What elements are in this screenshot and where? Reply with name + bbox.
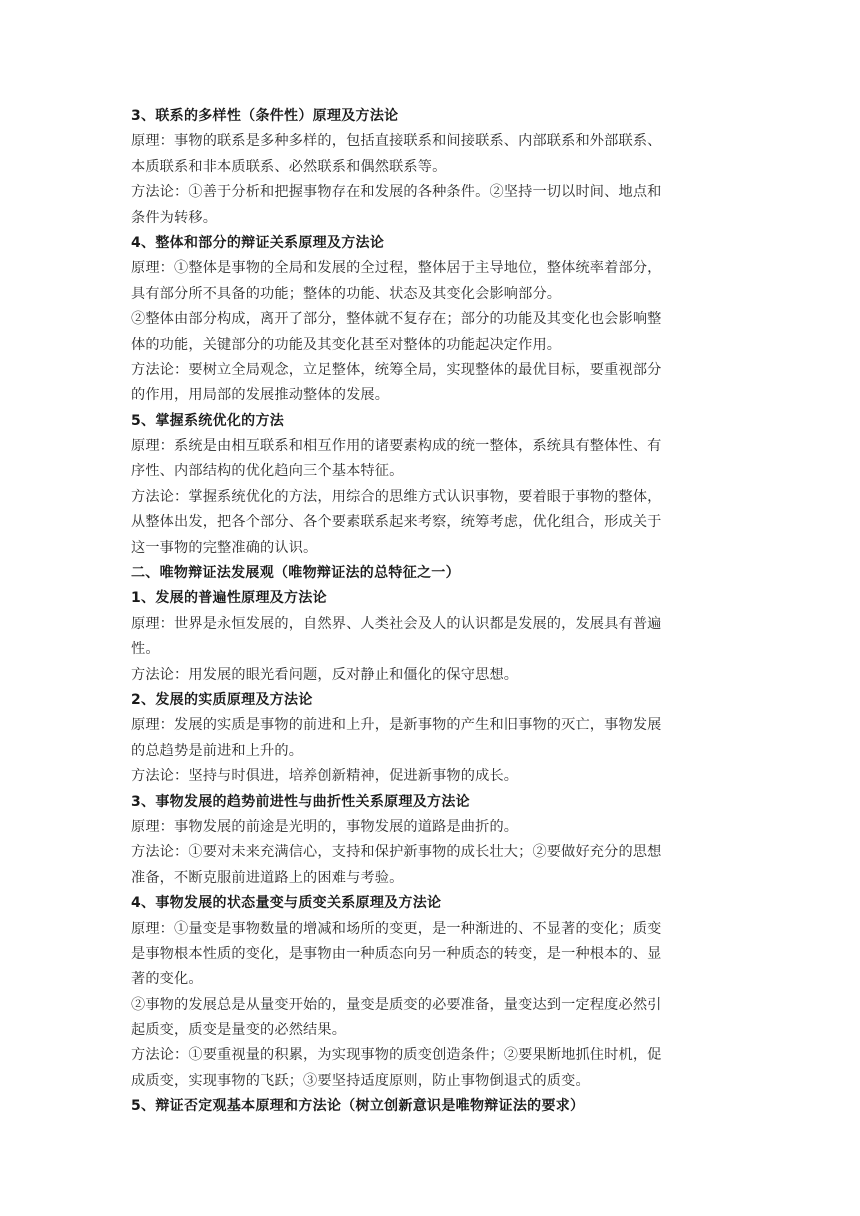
paragraph-line: 原理：发展的实质是事物的前进和上升，是新事物的产生和旧事物的灭亡，事物发展	[131, 717, 662, 734]
paragraph-line: 原理：事物发展的前途是光明的，事物发展的道路是曲折的。	[131, 818, 519, 835]
section-heading: 3、事物发展的趋势前进性与曲折性关系原理及方法论	[131, 793, 470, 810]
paragraph-line: 方法论：①要对未来充满信心，支持和保护新事物的成长壮大；②要做好充分的思想	[131, 844, 662, 861]
paragraph-line: 方法论：要树立全局观念，立足整体，统筹全局，实现整体的最优目标，要重视部分	[131, 361, 662, 378]
section-heading: 1、发展的普遍性原理及方法论	[131, 590, 327, 607]
paragraph-line: 从整体出发，把各个部分、各个要素联系起来考察，统筹考虑，优化组合，形成关于	[131, 514, 662, 531]
paragraph-line: ②整体由部分构成，离开了部分，整体就不复存在；部分的功能及其变化也会影响整	[131, 311, 662, 328]
section-heading: 2、发展的实质原理及方法论	[131, 691, 313, 708]
paragraph-line: 原理：①整体是事物的全局和发展的全过程，整体居于主导地位，整体统率着部分，	[131, 260, 662, 277]
paragraph-line: ②事物的发展总是从量变开始的，量变是质变的必要准备，量变达到一定程度必然引	[131, 996, 662, 1013]
paragraph-line: 原理：系统是由相互联系和相互作用的诸要素构成的统一整体，系统具有整体性、有	[131, 438, 662, 455]
section-heading: 5、掌握系统优化的方法	[131, 412, 285, 429]
paragraph-line: 原理：世界是永恒发展的，自然界、人类社会及人的认识都是发展的，发展具有普遍	[131, 615, 662, 632]
paragraph-line: 本质联系和非本质联系、必然联系和偶然联系等。	[131, 158, 447, 175]
paragraph-line: 准备，不断克服前进道路上的困难与考验。	[131, 869, 404, 886]
paragraph-line: 方法论：①要重视量的积累，为实现事物的质变创造条件；②要果断地抓住时机，促	[131, 1047, 662, 1064]
paragraph-line: 序性、内部结构的优化趋向三个基本特征。	[131, 463, 404, 480]
paragraph-line: 具有部分所不具备的功能；整体的功能、状态及其变化会影响部分。	[131, 285, 562, 302]
paragraph-line: 这一事物的完整准确的认识。	[131, 539, 318, 556]
paragraph-line: 成质变，实现事物的飞跃；③要坚持适度原则，防止事物倒退式的质变。	[131, 1072, 590, 1089]
paragraph-line: 条件为转移。	[131, 209, 218, 226]
section-heading: 二、唯物辩证法发展观（唯物辩证法的总特征之一）	[131, 565, 460, 582]
section-heading: 4、事物发展的状态量变与质变关系原理及方法论	[131, 895, 442, 912]
section-heading: 5、辩证否定观基本原理和方法论（树立创新意识是唯物辩证法的要求）	[131, 1098, 585, 1115]
paragraph-line: 著的变化。	[131, 971, 203, 988]
section-heading: 3、联系的多样性（条件性）原理及方法论	[131, 108, 399, 124]
paragraph-line: 原理：事物的联系是多种多样的，包括直接联系和间接联系、内部联系和外部联系、	[131, 133, 662, 150]
paragraph-line: 方法论：掌握系统优化的方法，用综合的思维方式认识事物，要着眼于事物的整体，	[131, 488, 662, 505]
paragraph-line: 方法论：①善于分析和把握事物存在和发展的各种条件。②坚持一切以时间、地点和	[131, 184, 662, 201]
paragraph-line: 方法论：坚持与时俱进，培养创新精神，促进新事物的成长。	[131, 768, 519, 785]
paragraph-line: 原理：①量变是事物数量的增减和场所的变更，是一种渐进的、不显著的变化；质变	[131, 920, 662, 937]
paragraph-line: 方法论：用发展的眼光看问题，反对静止和僵化的保守思想。	[131, 666, 519, 683]
paragraph-line: 体的功能，关键部分的功能及其变化甚至对整体的功能起决定作用。	[131, 336, 562, 353]
paragraph-line: 的总趋势是前进和上升的。	[131, 742, 304, 759]
section-heading: 4、整体和部分的辩证关系原理及方法论	[131, 234, 385, 251]
paragraph-line: 起质变，质变是量变的必然结果。	[131, 1022, 347, 1039]
paragraph-line: 是事物根本性质的变化，是事物由一种质态向另一种质态的转变，是一种根本的、显	[131, 945, 662, 962]
paragraph-line: 的作用，用局部的发展推动整体的发展。	[131, 387, 390, 404]
paragraph-line: 性。	[131, 641, 160, 658]
document-page	[131, 104, 731, 1120]
